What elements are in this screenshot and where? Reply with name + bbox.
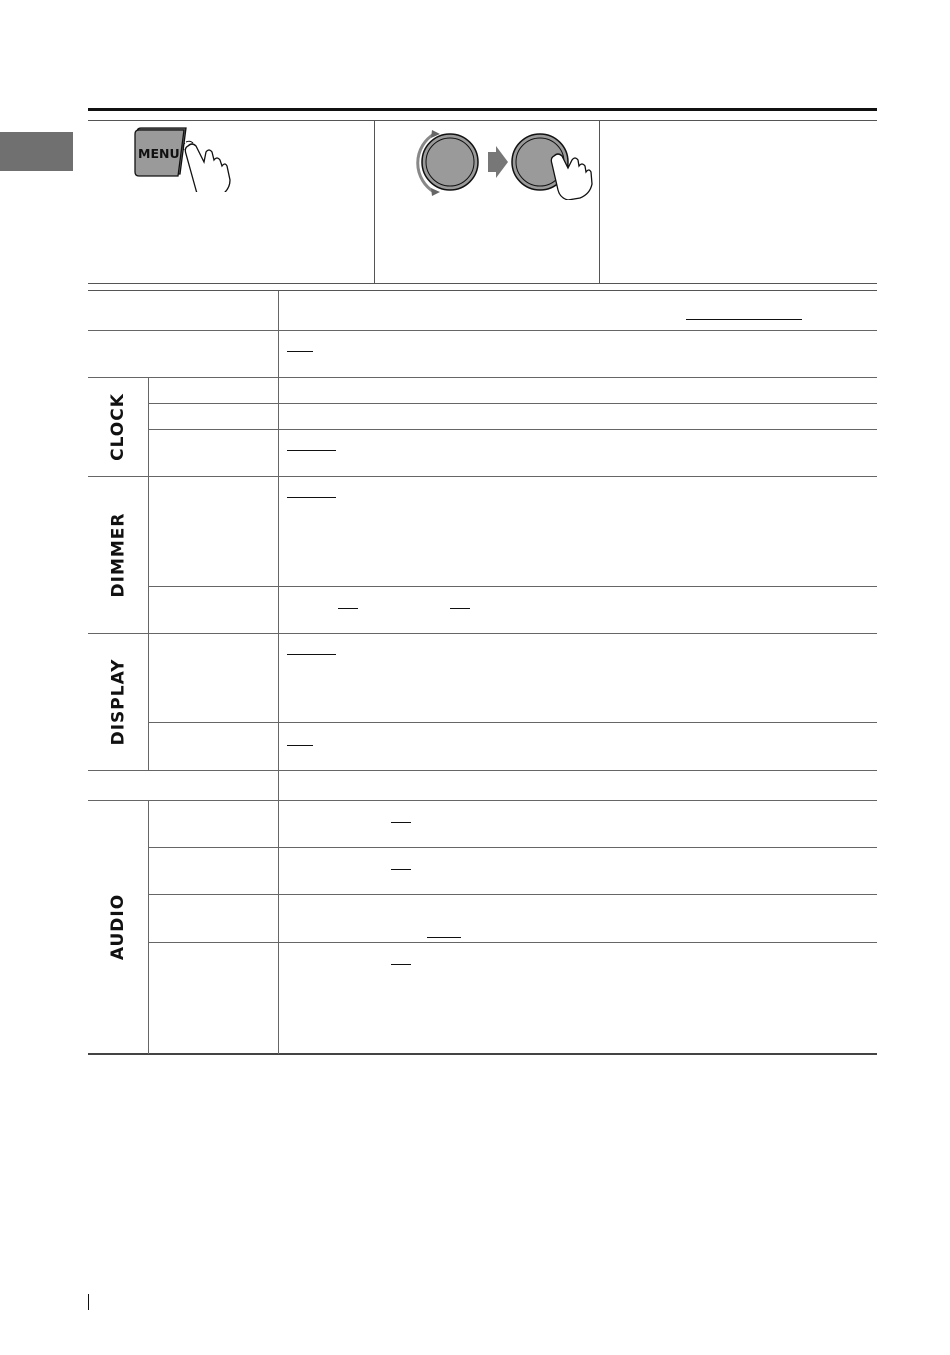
default-value-underline <box>391 869 411 870</box>
hand-press-icon <box>183 141 230 192</box>
default-value-underline <box>391 964 411 965</box>
category-display-label: DISPLAY <box>108 658 128 745</box>
step-divider <box>599 121 600 283</box>
column-divider <box>278 291 279 1054</box>
hand-press-icon <box>551 154 592 200</box>
default-value-underline <box>686 319 802 320</box>
default-value-underline <box>450 608 470 609</box>
default-value-underline <box>287 497 336 498</box>
row-divider <box>88 633 877 634</box>
category-dimmer-label: DIMMER <box>108 512 129 597</box>
row-divider <box>148 722 877 723</box>
step-divider <box>374 121 375 283</box>
default-value-underline <box>338 608 358 609</box>
control-dial-icon[interactable] <box>422 134 478 190</box>
row-divider <box>148 429 877 430</box>
default-value-underline <box>287 351 313 352</box>
row-divider <box>88 800 877 801</box>
row-divider <box>148 942 877 943</box>
row-divider <box>148 847 877 848</box>
row-divider <box>148 894 877 895</box>
default-value-underline <box>427 937 461 938</box>
menu-button-illustration <box>132 126 236 192</box>
default-value-underline <box>287 450 336 451</box>
language-tab <box>0 132 73 171</box>
category-clock-label: CLOCK <box>108 392 128 461</box>
row-divider <box>88 770 877 771</box>
row-divider <box>88 330 877 331</box>
row-divider <box>88 377 877 378</box>
default-value-underline <box>287 745 313 746</box>
table-bottom-rule <box>88 1053 877 1055</box>
default-value-underline <box>391 822 411 823</box>
category-audio <box>88 800 148 1054</box>
control-dial-illustration <box>416 124 596 200</box>
section-top-rule <box>88 108 877 111</box>
row-divider <box>148 586 877 587</box>
category-clock <box>88 377 148 476</box>
right-arrow-icon <box>488 146 508 178</box>
category-audio-label: AUDIO <box>108 893 129 961</box>
category-divider-clock <box>148 377 149 476</box>
row-divider <box>88 476 877 477</box>
page-number-marker <box>88 1294 89 1310</box>
default-value-underline <box>287 654 336 655</box>
category-display <box>88 633 148 770</box>
category-divider-audio <box>148 800 149 1054</box>
menu-button[interactable] <box>135 128 186 176</box>
category-divider-dimmer <box>148 476 149 633</box>
category-divider-display <box>148 633 149 770</box>
row-divider <box>148 403 877 404</box>
table-top-rule <box>88 290 877 291</box>
menu-button-label: MENU <box>138 146 180 161</box>
category-dimmer <box>88 476 148 633</box>
